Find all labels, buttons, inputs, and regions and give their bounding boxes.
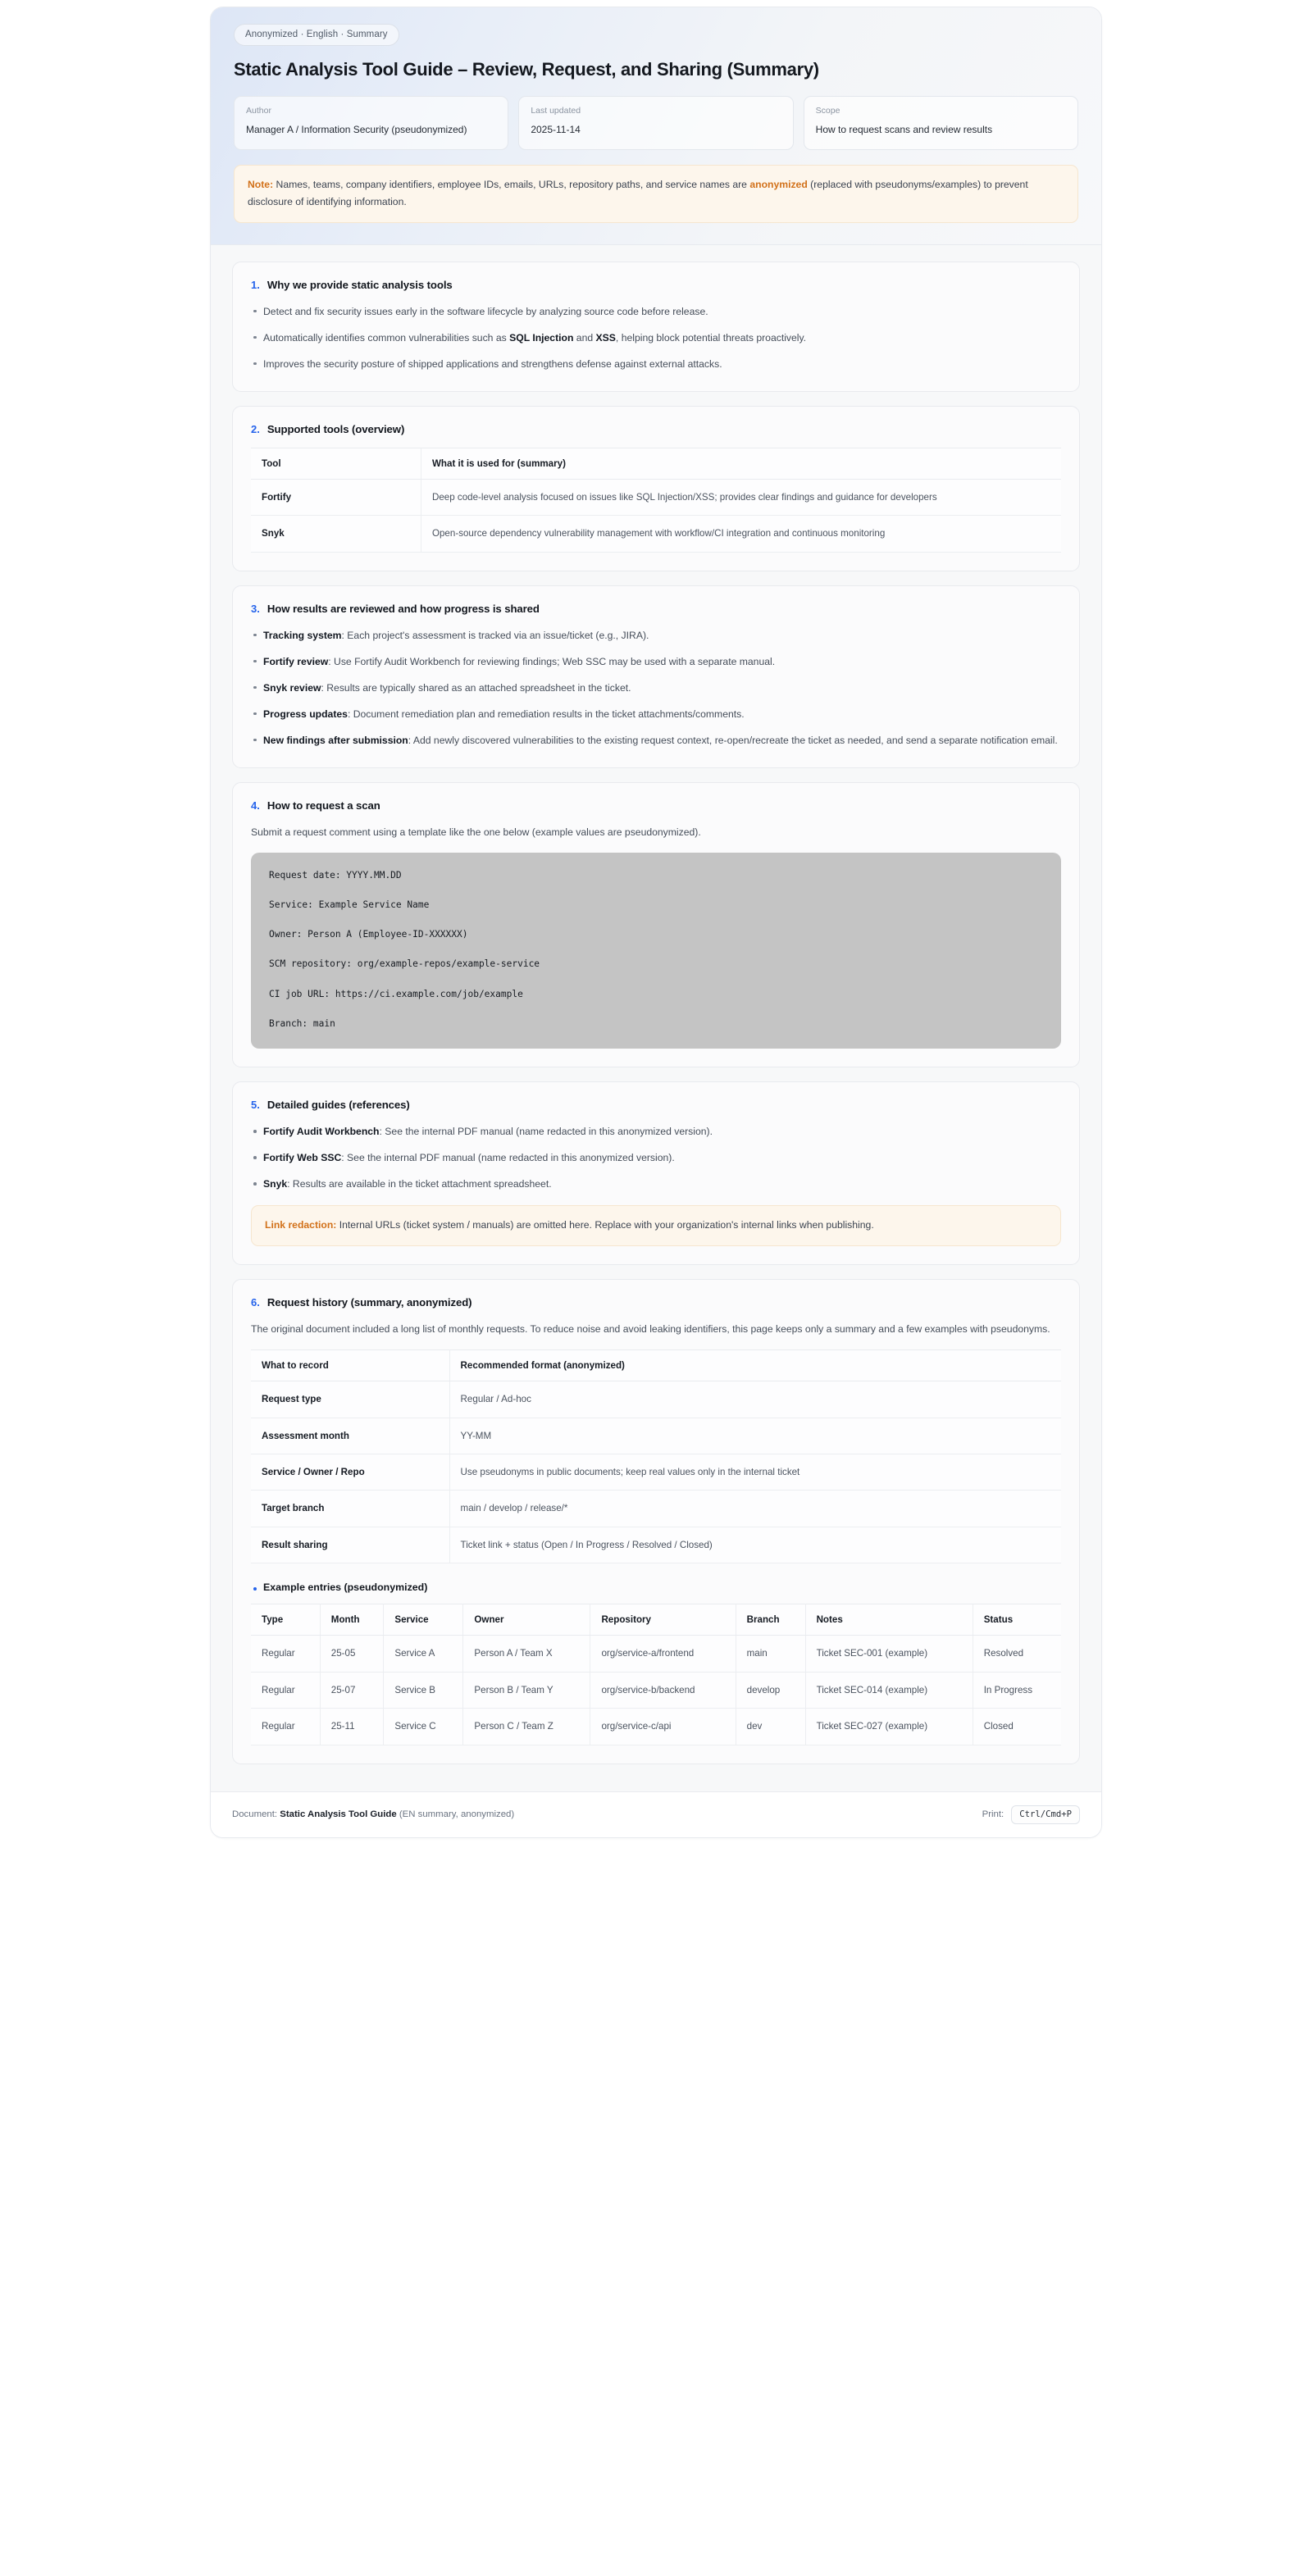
anonymization-note [234,165,1078,223]
list-item [251,303,1061,321]
bullet-term: Tracking system [263,629,342,641]
cell-month: 25-11 [320,1709,384,1745]
section-number: 2. [251,422,260,435]
column-header-recommended-format: Recommended format (anonymized) [449,1350,1061,1381]
section-heading [251,279,1061,291]
table-row [251,1381,1061,1418]
bullet-list [251,627,1061,749]
list-item [251,627,1061,644]
column-header-status: Status [973,1604,1061,1636]
section-heading [251,603,1061,615]
list-item [251,680,1061,697]
section-supported-tools [232,406,1080,571]
section-heading [251,1099,1061,1111]
cell-service: Service B [384,1672,463,1708]
section-title: Request history (summary, anonymized) [266,1296,472,1309]
bullet-text: : Add newly discovered vulnerabilities to the existing request context, re-open/recreate the ticket as needed, and send a separate notification email. [408,734,1058,746]
cell-record-format: Use pseudonyms in public documents; keep real values only in the internal ticket [449,1454,1061,1490]
request-template-code-block [251,853,1061,1049]
section-title: Supported tools (overview) [266,422,405,435]
section-number: 6. [251,1296,260,1309]
bullet-term: Snyk review [263,681,321,694]
section-lead-text: Submit a request comment using a template like the one below (example values are pseudonymized). [251,826,701,838]
bullet-list [251,303,1061,373]
section-request-history [232,1279,1080,1764]
cell-record-format: Regular / Ad-hoc [449,1381,1061,1418]
bullet-text: Improves the security posture of shipped applications and strengthens defense against external attacks. [263,357,722,370]
section-title: How to request a scan [266,799,380,812]
footer-document-info [232,1809,514,1819]
cell-record-format: Ticket link + status (Open / In Progress / Resolved / Closed) [449,1527,1061,1563]
cell-record-key: Result sharing [251,1527,449,1563]
section-title: Detailed guides (references) [266,1099,410,1112]
cell-record-format: YY-MM [449,1418,1061,1454]
list-item [251,1149,1061,1167]
cell-service: Service C [384,1709,463,1745]
column-header-month: Month [320,1604,384,1636]
table-row [251,1418,1061,1454]
footer-doc-name: Static Analysis Tool Guide [280,1809,397,1820]
footer-doc-prefix: Document: [232,1809,278,1820]
cell-status: In Progress [973,1672,1061,1708]
column-header-usage: What it is used for (summary) [421,448,1061,479]
bullet-term: New findings after submission [263,734,408,746]
section-title: Why we provide static analysis tools [266,278,453,291]
note-keyword: Note: [248,178,274,190]
cell-service: Service A [384,1636,463,1672]
column-header-service: Service [384,1604,463,1636]
meta-card-scope [804,96,1078,150]
bullet-bold-xss: XSS [595,331,616,344]
document-body [211,245,1101,1791]
table-header-row [251,1350,1061,1381]
meta-value: How to request scans and review results [815,123,993,135]
column-header-repository: Repository [590,1604,736,1636]
bullet-text-post: , helping block potential threats proactively. [615,331,807,344]
section-lead-text: The original document included a long list of monthly requests. To reduce noise and avoid leaking identifiers, this page keeps only a summary and a few examples with pseudonyms. [251,1323,1050,1336]
cell-record-key: Request type [251,1381,449,1418]
code-line: Branch: main [269,1017,335,1029]
status-badge: Anonymized · English · Summary [234,24,399,46]
section-heading [251,423,1061,435]
table-row [251,1636,1061,1672]
cell-status: Closed [973,1709,1061,1745]
cell-repository: org/service-b/backend [590,1672,736,1708]
note-text: Internal URLs (ticket system / manuals) are omitted here. Replace with your organization's internal links when publishing. [336,1219,874,1231]
cell-branch: dev [736,1709,805,1745]
cell-notes: Ticket SEC-014 (example) [805,1672,973,1708]
metadata-row [234,96,1078,150]
meta-label: Last updated [531,105,581,116]
cell-tool-usage: Deep code-level analysis focused on issues like SQL Injection/XSS; provides clear findings and guidance for developers [421,479,1061,515]
cell-type: Regular [251,1636,320,1672]
meta-value: 2025-11-14 [531,123,581,135]
bullet-text: : Document remediation plan and remediation results in the ticket attachments/comments. [347,708,745,720]
bullet-text: : Each project's assessment is tracked via an issue/ticket (e.g., JIRA). [341,629,649,641]
table-row [251,1672,1061,1708]
bullet-text: : See the internal PDF manual (name redacted in this anonymized version). [379,1126,713,1138]
cell-month: 25-07 [320,1672,384,1708]
section-title: How results are reviewed and how progress is shared [266,602,540,615]
page-title: Static Analysis Tool Guide – Review, Request, and Sharing (Summary) [234,59,819,80]
link-redaction-note [251,1205,1061,1246]
note-text-part2: (replaced with pseudonyms/examples) to prevent disclosure of identifying information. [248,178,1028,207]
print-shortcut-key[interactable]: Ctrl/Cmd+P [1011,1805,1080,1824]
bullet-text: : Use Fortify Audit Workbench for reviewing findings; Web SSC may be used with a separate manual. [328,655,776,667]
list-item [251,653,1061,671]
table-row [251,516,1061,552]
cell-branch: develop [736,1672,805,1708]
section-detailed-guides [232,1081,1080,1265]
section-why-static-analysis [232,262,1080,392]
bullet-text: : Results are typically shared as an attached spreadsheet in the ticket. [321,681,631,694]
section-number: 1. [251,278,260,291]
document-page [210,7,1102,1838]
code-line: SCM repository: org/example-repos/example-service [269,958,540,970]
bullet-text-pre: Automatically identifies common vulnerabilities such as [263,331,510,344]
table-row [251,1491,1061,1527]
table-row [251,1709,1061,1745]
cell-notes: Ticket SEC-027 (example) [805,1709,973,1745]
print-label: Print: [982,1809,1004,1820]
meta-card-author [234,96,508,150]
cell-owner: Person A / Team X [463,1636,590,1672]
print-hint [982,1805,1080,1824]
column-header-what-to-record: What to record [251,1350,449,1381]
cell-type: Regular [251,1672,320,1708]
meta-label: Author [246,105,271,116]
column-header-notes: Notes [805,1604,973,1636]
code-line: Request date: YYYY.MM.DD [269,869,402,881]
list-item [251,330,1061,347]
cell-record-key: Assessment month [251,1418,449,1454]
what-to-record-table [251,1349,1061,1563]
bullet-text: : Results are available in the ticket attachment spreadsheet. [287,1178,552,1190]
code-line: Owner: Person A (Employee-ID-XXXXXX) [269,929,468,940]
bullet-term: Progress updates [263,708,348,720]
bullet-bold-sql-injection: SQL Injection [509,331,574,344]
column-header-branch: Branch [736,1604,805,1636]
bullet-text: Detect and fix security issues early in the software lifecycle by analyzing source code before release. [263,305,708,317]
column-header-type: Type [251,1604,320,1636]
example-entries-table [251,1604,1061,1745]
code-line: CI job URL: https://ci.example.com/job/example [269,988,523,999]
section-heading [251,799,1061,812]
section-how-to-request-scan [232,782,1080,1067]
bullet-term: Fortify Web SSC [263,1152,342,1164]
note-highlight: anonymized [749,178,808,190]
column-header-tool: Tool [251,448,421,479]
section-number: 3. [251,602,260,615]
section-number: 4. [251,799,260,812]
bullet-term: Snyk [263,1178,288,1190]
cell-month: 25-05 [320,1636,384,1672]
document-header [211,7,1101,245]
footer-doc-suffix: (EN summary, anonymized) [399,1809,515,1820]
note-keyword: Link redaction: [265,1219,337,1231]
meta-label: Scope [815,105,840,116]
cell-notes: Ticket SEC-001 (example) [805,1636,973,1672]
cell-tool-usage: Open-source dependency vulnerability management with workflow/CI integration and continuous monitoring [421,516,1061,552]
table-row [251,1454,1061,1490]
cell-type: Regular [251,1709,320,1745]
cell-tool-name: Snyk [251,516,421,552]
table-header-row [251,448,1061,479]
section-number: 5. [251,1099,260,1112]
bullet-term: Fortify review [263,655,329,667]
meta-card-last-updated [518,96,793,150]
section-heading [251,1296,1061,1308]
bullet-term: Fortify Audit Workbench [263,1126,380,1138]
cell-tool-name: Fortify [251,479,421,515]
table-row [251,1527,1061,1563]
bullet-list [251,1123,1061,1193]
cell-owner: Person B / Team Y [463,1672,590,1708]
cell-record-format: main / develop / release/* [449,1491,1061,1527]
supported-tools-table [251,448,1061,553]
meta-value: Manager A / Information Security (pseudonymized) [246,123,467,135]
cell-repository: org/service-c/api [590,1709,736,1745]
list-item [251,732,1061,749]
section-review-and-sharing [232,585,1080,768]
bullet-text: : See the internal PDF manual (name redacted in this anonymized version). [341,1152,675,1164]
cell-branch: main [736,1636,805,1672]
example-entries-heading: Example entries (pseudonymized) [251,1582,1061,1593]
cell-record-key: Target branch [251,1491,449,1527]
note-text-part1: Names, teams, company identifiers, employee IDs, emails, URLs, repository paths, and service names are [273,178,750,190]
list-item [251,1123,1061,1140]
list-item [251,1176,1061,1193]
document-footer [211,1791,1101,1837]
code-line: Service: Example Service Name [269,899,430,910]
column-header-owner: Owner [463,1604,590,1636]
list-item [251,706,1061,723]
table-row [251,479,1061,515]
cell-record-key: Service / Owner / Repo [251,1454,449,1490]
table-header-row [251,1604,1061,1636]
cell-status: Resolved [973,1636,1061,1672]
cell-owner: Person C / Team Z [463,1709,590,1745]
list-item [251,356,1061,373]
bullet-text-mid: and [573,331,596,344]
cell-repository: org/service-a/frontend [590,1636,736,1672]
